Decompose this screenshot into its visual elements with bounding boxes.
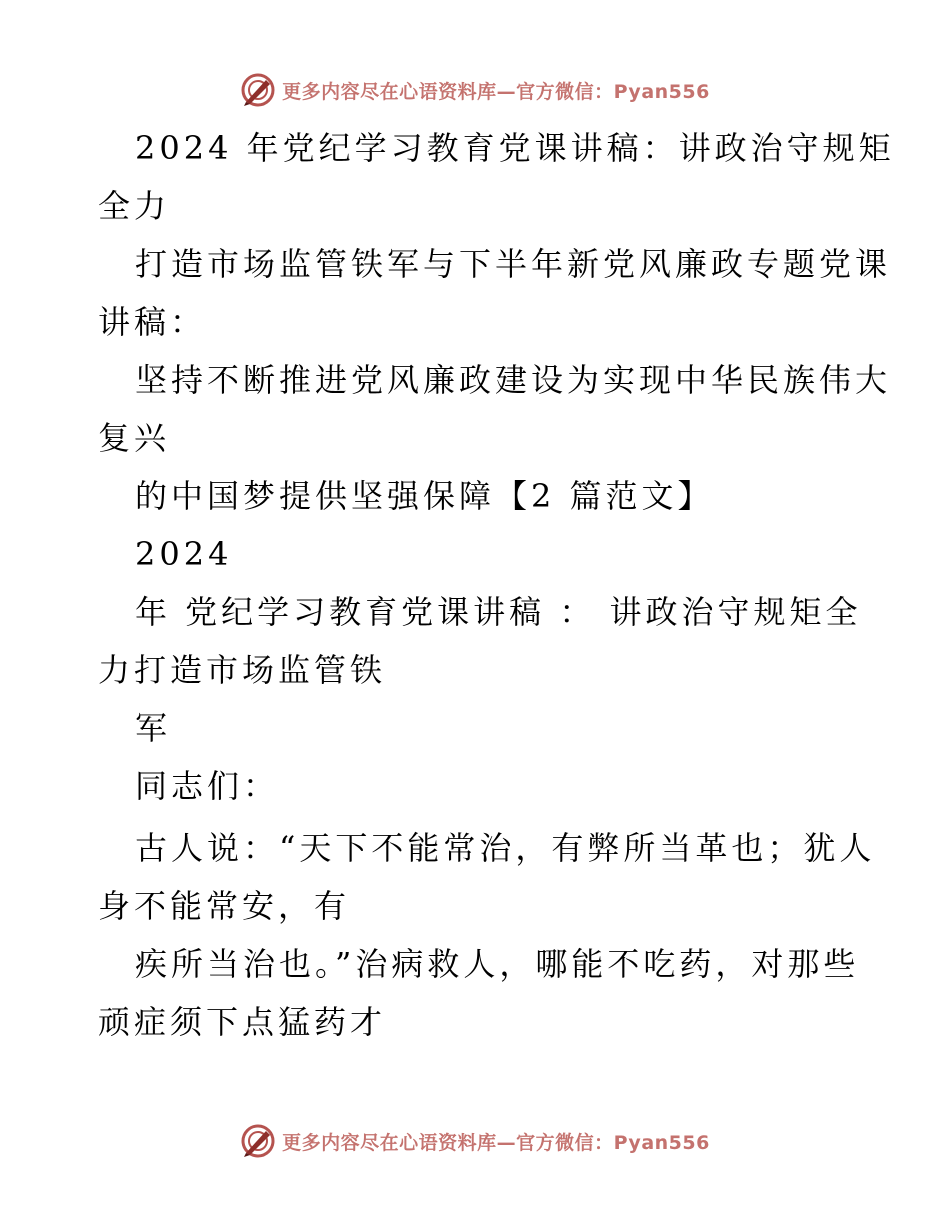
- doc-line: 2024 年党纪学习教育党课讲稿：讲政治守规矩: [135, 129, 895, 167]
- footer-watermark-banner: [0, 1121, 950, 1161]
- red-pen-circle-logo-icon: [240, 72, 276, 108]
- doc-line: 同志们：: [135, 767, 280, 805]
- doc-line: 2024: [135, 535, 233, 573]
- doc-line: 古人说：“天下不能常治，有弊所当革也；犹人: [135, 829, 876, 867]
- doc-line: 力打造市场监管铁: [98, 651, 387, 689]
- watermark-text: 更多内容尽在心语资料库—官方微信：Pyan556: [282, 80, 710, 103]
- doc-line: 年 党纪学习教育党课讲稿 ： 讲政治守规矩全: [135, 593, 862, 631]
- doc-line: 军: [135, 709, 172, 747]
- doc-line: 疾所当治也。”治病救人，哪能不吃药，对那些: [135, 945, 860, 983]
- header-watermark-banner: [0, 70, 950, 110]
- doc-line: 打造市场监管铁军与下半年新党风廉政专题党课: [135, 245, 892, 283]
- doc-line: 全力: [98, 187, 171, 225]
- doc-line: 复兴: [98, 419, 171, 457]
- doc-line: 的中国梦提供坚强保障【2 篇范文】: [135, 477, 714, 515]
- red-pen-circle-logo-icon: [240, 1123, 276, 1159]
- watermark-text: 更多内容尽在心语资料库—官方微信：Pyan556: [282, 1131, 710, 1154]
- doc-line: 顽症须下点猛药才: [98, 1003, 387, 1041]
- doc-line: 讲稿：: [98, 303, 207, 341]
- doc-line: 坚持不断推进党风廉政建设为实现中华民族伟大: [135, 361, 892, 399]
- doc-line: 身不能常安，有: [98, 887, 351, 925]
